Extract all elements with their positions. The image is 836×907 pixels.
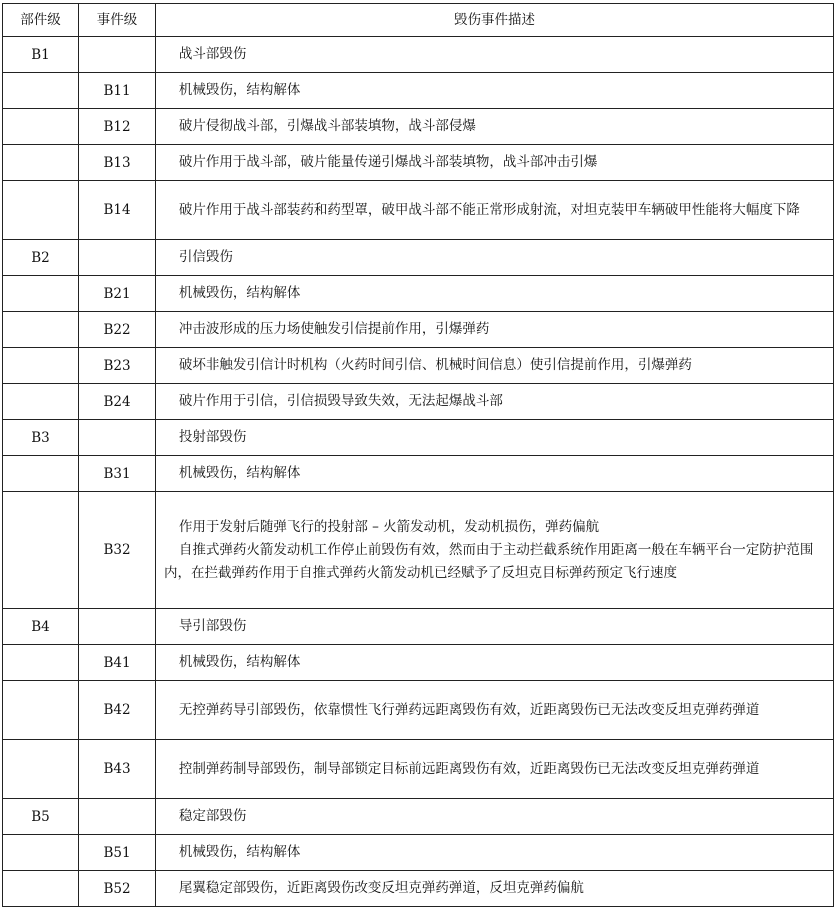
part-level-cell: B4 [3, 609, 79, 645]
description-cell [156, 799, 834, 835]
event-level-cell: B14 [79, 181, 156, 240]
event-level-cell: B24 [79, 384, 156, 420]
part-level-cell: B3 [3, 420, 79, 456]
description-cell [156, 645, 834, 681]
description-paragraph: 尾翼稳定部毁伤，近距离毁伤改变反坦克弹药弹道，反坦克弹药偏航 [178, 880, 584, 896]
description-paragraph: 稳定部毁伤 [178, 808, 247, 824]
part-level-cell [3, 645, 79, 681]
description-paragraph: 破片作用于战斗部，破片能量传递引爆战斗部装填物，战斗部冲击引爆 [178, 154, 598, 170]
description-cell [156, 109, 834, 145]
part-level-cell [3, 109, 79, 145]
table-row [3, 492, 834, 609]
event-level-cell: B12 [79, 109, 156, 145]
table-row [3, 348, 834, 384]
description-paragraph: 机械毁伤，结构解体 [178, 654, 301, 670]
table-body [3, 37, 834, 907]
description-cell [156, 835, 834, 871]
part-level-cell [3, 384, 79, 420]
description-cell [156, 420, 834, 456]
description-paragraph: 冲击波形成的压力场使触发引信提前作用，引爆弹药 [178, 321, 490, 337]
description-paragraph: 机械毁伤，结构解体 [178, 82, 301, 98]
event-level-cell [79, 420, 156, 456]
part-level-cell [3, 740, 79, 799]
description-paragraph: 破片作用于引信，引信损毁导致失效，无法起爆战斗部 [178, 393, 503, 409]
part-level-cell [3, 145, 79, 181]
description-cell [156, 181, 834, 240]
part-level-cell: B1 [3, 37, 79, 73]
description-paragraph: 自推式弹药火箭发动机工作停止前毁伤有效，然而由于主动拦截系统作用距离一般在车辆平台一定防护范围内，在拦截弹药作用于自推式弹药火箭发动机已经赋予了反坦克目标弹药预定飞行速度 [164, 541, 814, 581]
description-paragraph: 导引部毁伤 [178, 618, 247, 634]
part-level-cell [3, 312, 79, 348]
event-level-cell: B31 [79, 456, 156, 492]
description-cell [156, 276, 834, 312]
event-level-cell: B22 [79, 312, 156, 348]
description-cell [156, 348, 834, 384]
description-paragraph: 机械毁伤，结构解体 [178, 844, 301, 860]
table-row [3, 240, 834, 276]
description-paragraph: 破片侵彻战斗部，引爆战斗部装填物，战斗部侵爆 [178, 118, 476, 134]
part-level-cell [3, 681, 79, 740]
description-cell [156, 384, 834, 420]
part-level-cell [3, 348, 79, 384]
table-row [3, 456, 834, 492]
description-cell [156, 609, 834, 645]
table-row [3, 799, 834, 835]
part-level-cell [3, 492, 79, 609]
event-level-cell [79, 799, 156, 835]
description-paragraph: 引信毁伤 [178, 249, 233, 265]
table-row [3, 276, 834, 312]
description-paragraph: 无控弹药导引部毁伤，依靠惯性飞行弹药远距离毁伤有效，近距离毁伤已无法改变反坦克弹药弹道 [178, 701, 760, 718]
event-level-cell: B51 [79, 835, 156, 871]
table-row [3, 740, 834, 799]
event-level-cell: B32 [79, 492, 156, 609]
table-header [3, 4, 834, 37]
event-level-cell: B21 [79, 276, 156, 312]
header-event-level: 事件级 [79, 4, 156, 37]
part-level-cell [3, 871, 79, 907]
damage-event-table [2, 3, 834, 907]
table-row [3, 835, 834, 871]
table-row [3, 384, 834, 420]
table-row [3, 420, 834, 456]
description-cell [156, 145, 834, 181]
description-cell [156, 456, 834, 492]
event-level-cell [79, 37, 156, 73]
event-level-cell: B52 [79, 871, 156, 907]
description-paragraph: 破片作用于战斗部装药和药型罩，破甲战斗部不能正常形成射流，对坦克装甲车辆破甲性能将大幅度下降 [178, 201, 800, 218]
description-cell [156, 740, 834, 799]
table-row [3, 37, 834, 73]
description-cell [156, 681, 834, 740]
part-level-cell [3, 456, 79, 492]
description-cell [156, 492, 834, 609]
table-row [3, 109, 834, 145]
table-row [3, 871, 834, 907]
table-row [3, 145, 834, 181]
event-level-cell: B41 [79, 645, 156, 681]
part-level-cell [3, 181, 79, 240]
event-level-cell [79, 240, 156, 276]
description-paragraph: 战斗部毁伤 [178, 46, 247, 62]
event-level-cell: B11 [79, 73, 156, 109]
table-row [3, 681, 834, 740]
damage-event-document [2, 3, 833, 907]
description-paragraph: 机械毁伤，结构解体 [178, 285, 301, 301]
description-cell [156, 37, 834, 73]
event-level-cell: B43 [79, 740, 156, 799]
header-row [3, 4, 834, 37]
header-part-level: 部件级 [3, 4, 79, 37]
table-row [3, 645, 834, 681]
table-row [3, 312, 834, 348]
event-level-cell [79, 609, 156, 645]
header-description: 毁伤事件描述 [156, 4, 834, 37]
part-level-cell [3, 835, 79, 871]
table-row [3, 609, 834, 645]
event-level-cell: B13 [79, 145, 156, 181]
table-row [3, 73, 834, 109]
description-paragraph: 机械毁伤，结构解体 [178, 465, 301, 481]
description-cell [156, 73, 834, 109]
part-level-cell: B2 [3, 240, 79, 276]
description-cell [156, 240, 834, 276]
part-level-cell: B5 [3, 799, 79, 835]
part-level-cell [3, 73, 79, 109]
description-paragraph: 控制弹药制导部毁伤，制导部锁定目标前远距离毁伤有效，近距离毁伤已无法改变反坦克弹药弹道 [178, 760, 760, 777]
part-level-cell [3, 276, 79, 312]
event-level-cell: B42 [79, 681, 156, 740]
description-paragraph: 作用于发射后随弹飞行的投射部 – 火箭发动机，发动机损伤，弹药偏航 [178, 518, 600, 535]
description-paragraph: 破坏非触发引信计时机构（火药时间引信、机械时间信息）使引信提前作用，引爆弹药 [178, 357, 692, 373]
event-level-cell: B23 [79, 348, 156, 384]
description-cell [156, 312, 834, 348]
table-row [3, 181, 834, 240]
description-paragraph: 投射部毁伤 [178, 429, 247, 445]
description-cell [156, 871, 834, 907]
